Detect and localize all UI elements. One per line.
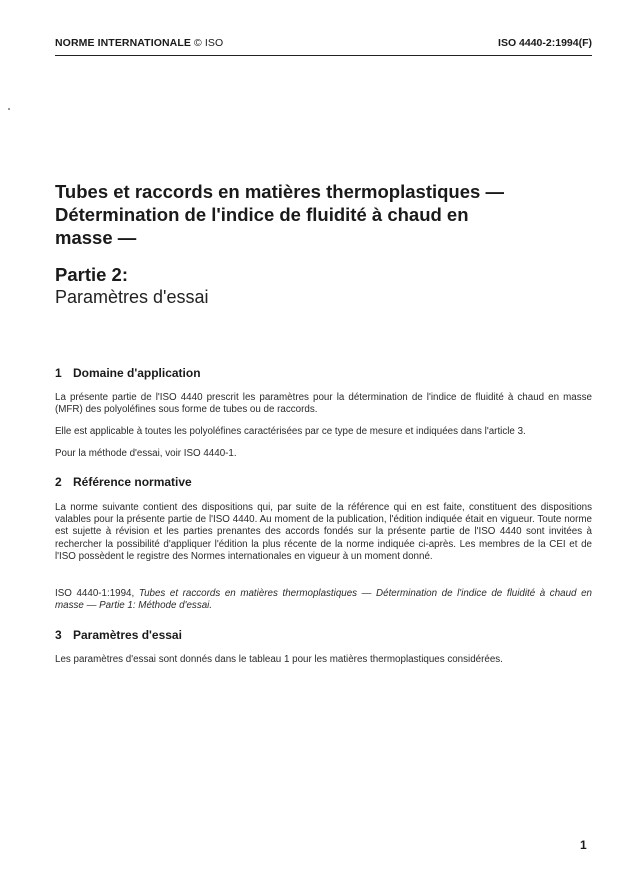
title-line-2: Détermination de l'indice de fluidité à chaud en	[55, 204, 469, 225]
title-line-3: masse —	[55, 227, 137, 248]
section-2-paragraph-1: La norme suivante contient des dispositions qui, par suite de la référence qui en est faite, constituent des dispositions valables pour la présente partie de l'ISO 4440. Au moment de la publication, l'édition indiquée était en vigueur. Toute norme est sujette à révision et les parties prenantes des accords fondés sur la présente partie de l'ISO 4440 sont invitées à rechercher la possibilité d'appliquer l'édition la plus récente de la norme indiquée ci-après. Les membres de la CEI et de l'ISO possèdent le registre des Normes internationales en vigueur à un moment donné.	[55, 502, 592, 562]
scan-speck	[8, 108, 10, 110]
reference-title: Tubes et raccords en matières thermoplastiques — Détermination de l'indice de fluidité à chaud en masse — Partie 1: Méthode d'essai.	[55, 588, 592, 612]
section-1-paragraph-3: Pour la méthode d'essai, voir ISO 4440-1.	[55, 448, 237, 459]
section-1-paragraph-2: Elle est applicable à toutes les polyoléfines caractérisées par ce type de mesure et indiquées dans l'article 3.	[55, 426, 526, 437]
section-2-number: 2	[55, 475, 62, 489]
section-3-title: Paramètres d'essai	[73, 628, 182, 642]
section-1-number: 1	[55, 366, 62, 380]
section-3-paragraph-1: Les paramètres d'essai sont donnés dans le tableau 1 pour les matières thermoplastiques considérées.	[55, 654, 503, 665]
section-2-title: Référence normative	[73, 475, 192, 489]
page-number: 1	[580, 838, 587, 852]
page-header	[55, 37, 592, 51]
normative-reference	[55, 588, 592, 612]
header-left	[55, 37, 223, 49]
title-line-1: Tubes et raccords en matières thermoplastiques —	[55, 181, 504, 202]
header-document-reference: ISO 4440-2:1994(F)	[498, 37, 592, 49]
header-standard-type: NORME INTERNATIONALE	[55, 37, 191, 49]
section-2-heading	[55, 475, 192, 490]
header-copyright-mark: © ISO	[194, 37, 224, 49]
document-title	[55, 180, 525, 249]
section-1-paragraph-1: La présente partie de l'ISO 4440 prescrit les paramètres pour la détermination de l'indice de fluidité à chaud en masse (MFR) des polyoléfines sous forme de tubes ou de raccords.	[55, 392, 592, 416]
section-3-number: 3	[55, 628, 62, 642]
section-3-heading	[55, 628, 182, 643]
part-label: Partie 2:	[55, 264, 129, 285]
section-1-title: Domaine d'application	[73, 366, 201, 380]
section-1-heading	[55, 366, 201, 381]
reference-code: ISO 4440-1:1994,	[55, 588, 135, 599]
part-subtitle: Paramètres d'essai	[55, 287, 209, 307]
header-divider	[55, 55, 592, 56]
